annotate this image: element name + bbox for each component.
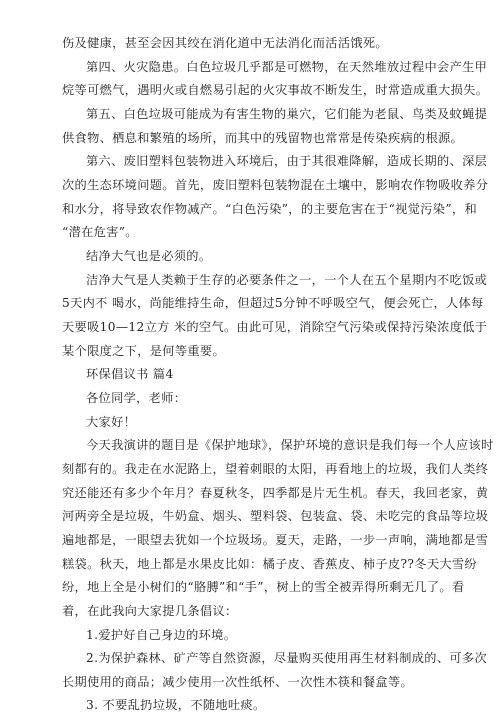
salutation: 各位同学，老师： — [86, 391, 187, 405]
text-line: 第六、废旧塑料包装物进入环境后，由于其很难降解，造成长期的、深层 — [86, 154, 488, 168]
text-line: 究还能还有多少个年月？春夏秋冬，四季都是片无生机。春天，我回老家，黄 — [62, 486, 489, 500]
text-line: 第五、白色垃圾可能成为有害生物的巢穴，它们能为老鼠、鸟类及蚊蝇提 — [86, 107, 488, 121]
text-line: 第四、火灾隐患。白色垃圾几乎都是可燃物，在天然堆放过程中会产生甲 — [86, 60, 488, 74]
list-item: 2.为保护森林、矿产等自然资源，尽量购买使用再生材料制成的、可多次 — [86, 651, 487, 665]
list-item: 1.爱护好自己身边的环境。 — [86, 628, 237, 642]
text-line: 长期使用的商品；减少使用一次性纸杯、一次性木筷和餐盒等。 — [62, 675, 414, 689]
greeting: 大家好！ — [86, 415, 137, 429]
list-item: 3. 不要乱扔垃圾，不随地吐痰。 — [86, 698, 266, 712]
text-line: 5天内不 喝水，尚能维持生命，但超过5分钟不呼吸空气，便会死亡，人体每 — [62, 296, 484, 310]
text-line: 伤及健康，甚至会因其绞在消化道中无法消化而活活饿死。 — [62, 36, 388, 50]
text-line: 今天我演讲的题目是《保护地球》，保护环境的意识是我们每一个人应该时 — [86, 438, 494, 452]
text-line: 某个限度之下，是何等重要。 — [62, 344, 225, 358]
text-line: 次的生态环境问题。首先，废旧塑料包装物混在土壤中，影响农作物吸收养分 — [62, 178, 489, 192]
text-line: 河两旁全是垃圾，牛奶盒、烟头、塑料袋、包装盒、袋、未吃完的食品等垃圾 — [62, 509, 489, 523]
text-line: 刻都有的。我走在水泥路上，望着刺眼的太阳，再看地上的垃圾，我们人类终 — [62, 462, 489, 476]
text-line: 着，在此我向大家提几条倡议： — [62, 604, 238, 618]
text-line: 供食物、栖息和繁殖的场所，而其中的残留物也常常是传染疾病的根源。 — [62, 131, 464, 145]
text-line: 烷等可燃气，遇明火或自燃易引起的火灾事故不断发生，时常造成重大损失。 — [62, 83, 489, 97]
text-line: 纷，地上全是小树们的“胳膊”和“手”，树上的雪全被弄得所剩无几了。看 — [62, 580, 465, 594]
text-line: 天要吸10—12立方 米的空气。由此可见，消除空气污染或保持污染浓度低于 — [62, 320, 488, 334]
text-line: 糕袋。秋天，地上都是水果皮比如：橘子皮、香蕉皮、柿子皮??冬天大雪纷 — [62, 557, 477, 571]
section-heading: 环保倡议书 篇4 — [86, 367, 174, 381]
text-line: 遍地都是，一眼望去犹如一个垃圾场。夏天，走路，一步一声响，满地都是雪 — [62, 533, 489, 547]
text-line: 结净大气也是必须的。 — [86, 249, 212, 263]
text-line: 洁净大气是人类赖于生存的必要条件之一，一个人在五个星期内不吃饭或 — [86, 273, 488, 287]
text-line: 和水分，将导致农作物减产。“白色污染”，的主要危害在于“视觉污染”，和 — [62, 202, 477, 216]
text-line: “潜在危害”。 — [62, 225, 138, 239]
